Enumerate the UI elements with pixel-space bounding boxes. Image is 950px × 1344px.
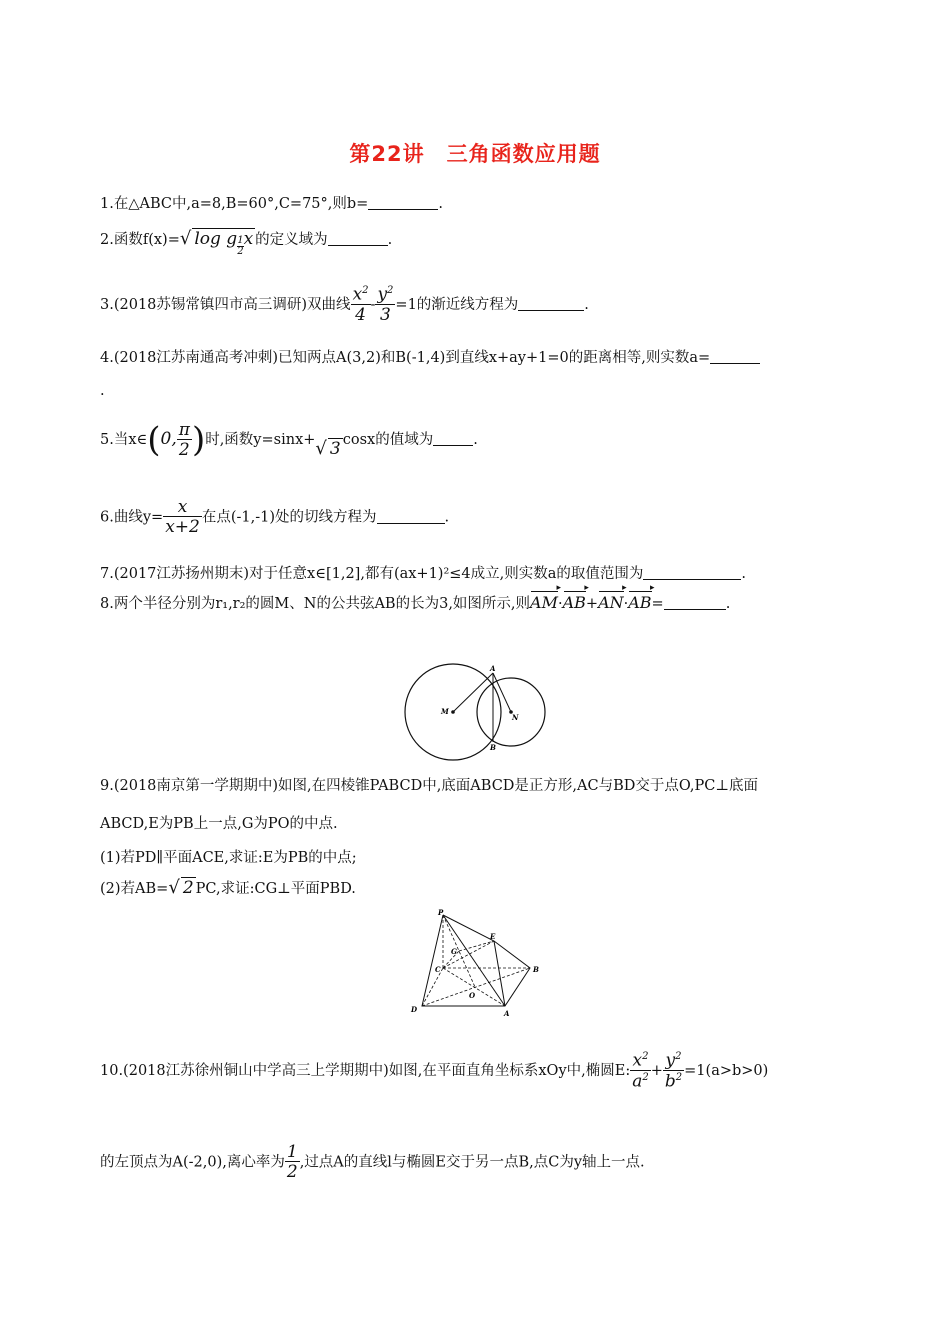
- answer-blank: [518, 296, 584, 311]
- question-5-middle: 时,函数y=sinx+: [205, 432, 316, 448]
- answer-blank: [368, 195, 438, 210]
- label-G: G: [451, 947, 457, 956]
- fraction-one-half: $\frac{1}{2}$: [286, 1142, 298, 1182]
- question-1: 1.在△ABC中,a=8,B=60°,C=75°,则b= .: [100, 196, 443, 212]
- question-5-suffix: cosx的值域为: [342, 432, 434, 448]
- label-A: A: [504, 1009, 510, 1018]
- segment-AM: [453, 673, 493, 712]
- fraction-y2-over-b2: $\frac{y^2}{b^2}$: [664, 1050, 683, 1092]
- label-C: C: [435, 965, 441, 974]
- answer-blank: [643, 565, 741, 580]
- answer-blank: [664, 595, 726, 610]
- question-2-prefix: 2.函数f(x)=: [100, 232, 180, 248]
- sqrt-sign: √: [179, 228, 192, 249]
- question-9-part-2: (2)若AB=√ 2 PC,求证:CG⊥平面PBD.: [100, 877, 356, 898]
- question-8: 8.两个半径分别为r₁,r₂的圆M、N的公共弦AB的长为3,如图所示,则AM ▸·AB ▸+AN ▸·AB ▸= .: [100, 592, 730, 613]
- vector-AM: AM ▸: [530, 593, 558, 612]
- question-2: 2.函数f(x)=√ log g $\frac{1}{2}$ x 的定义域为 .: [100, 228, 393, 257]
- label-M: M: [441, 707, 449, 716]
- label-B: B: [490, 743, 496, 752]
- label-N: N: [512, 713, 519, 722]
- label-P: P: [438, 908, 444, 917]
- fraction-x2-over-4: $\frac{x^2}{4}$: [352, 284, 369, 325]
- label-O: O: [469, 991, 476, 1000]
- question-1-text: 1.在△ABC中,a=8,B=60°,C=75°,则b=: [100, 196, 369, 212]
- answer-blank: [377, 509, 445, 524]
- figure-pyramid: [405, 906, 550, 1018]
- vector-AN: AN ▸: [598, 593, 624, 612]
- question-5: 5.当x∈(0, $\frac{\pi}{2}$ )时,函数y=sinx+√ 3 cosx的值域为 .: [100, 419, 478, 460]
- sqrt-sign: √: [315, 438, 327, 459]
- answer-blank: [710, 349, 760, 364]
- figure-two-circles: [395, 662, 555, 764]
- question-2-suffix: 的定义域为: [255, 232, 328, 248]
- question-3: 3.(2018苏锡常镇四市高三调研)双曲线 $\frac{x^2}{4}$ - $\frac{y^2}{3}$ =1的渐近线方程为 .: [100, 284, 589, 325]
- question-5-prefix: 5.当x∈: [100, 432, 148, 448]
- question-10-line-1: 10.(2018江苏徐州铜山中学高三上学期期中)如图,在平面直角坐标系xOy中,椭圆E: $\frac{x^2}{a^2}$ + $\frac{y^2}{b^2}$ =1(a>b>0): [100, 1050, 769, 1092]
- question-3-prefix: 3.(2018苏锡常镇四市高三调研)双曲线: [100, 296, 351, 313]
- label-A: A: [490, 664, 496, 673]
- vector-AB: AB ▸: [628, 593, 651, 612]
- question-3-suffix: =1的渐近线方程为: [395, 296, 519, 313]
- label-E: E: [490, 932, 496, 941]
- label-D: D: [411, 1005, 418, 1014]
- question-7: 7.(2017江苏扬州期末)对于任意x∈[1,2],都有(ax+1)²≤4成立,则实数a的取值范围为 .: [100, 566, 747, 582]
- fraction-x2-over-a2: $\frac{x^2}{a^2}$: [632, 1050, 649, 1092]
- question-9-line-1: 9.(2018南京第一学期期中)如图,在四棱锥PABCD中,底面ABCD是正方形,AC与BD交于点O,PC⊥底面: [100, 778, 759, 794]
- page-title: 第22讲 三角函数应用题: [349, 142, 601, 166]
- question-9-part-1: (1)若PD∥平面ACE,求证:E为PB的中点;: [100, 850, 357, 866]
- question-6-suffix: 在点(-1,-1)处的切线方程为: [201, 509, 377, 526]
- answer-blank: [433, 431, 473, 446]
- question-7-text: 7.(2017江苏扬州期末)对于任意x∈[1,2],都有(ax+1)²≤4成立,则实数a的取值范围为: [100, 566, 644, 582]
- fraction-pi-over-2: $\frac{\pi}{2}$: [178, 419, 190, 460]
- question-4-text: 4.(2018江苏南通高考冲刺)已知两点A(3,2)和B(-1,4)到直线x+ay+1=0的距离相等,则实数a=: [100, 350, 711, 366]
- question-10-line-2: 的左顶点为A(-2,0),离心率为 $\frac{1}{2}$ ,过点A的直线l与椭圆E交于另一点B,点C为y轴上一点.: [100, 1142, 645, 1182]
- fraction-x-over-x-plus-2: $\frac{x}{x+2}$: [165, 497, 200, 537]
- question-4: [100, 346, 760, 367]
- answer-blank: [328, 231, 388, 246]
- fraction-y2-over-3: $\frac{y^2}{3}$: [377, 284, 394, 325]
- label-B: B: [533, 965, 539, 974]
- sqrt-log-expression: log g $\frac{1}{2}$ x: [194, 229, 254, 257]
- question-9-line-2: ABCD,E为PB上一点,G为PO的中点.: [100, 816, 338, 832]
- question-6-prefix: 6.曲线y=: [100, 509, 164, 526]
- vector-AB: AB ▸: [563, 593, 586, 612]
- question-8-prefix: 8.两个半径分别为r₁,r₂的圆M、N的公共弦AB的长为3,如图所示,则: [100, 596, 531, 612]
- question-6: 6.曲线y= $\frac{x}{x+2}$ 在点(-1,-1)处的切线方程为 .: [100, 497, 450, 537]
